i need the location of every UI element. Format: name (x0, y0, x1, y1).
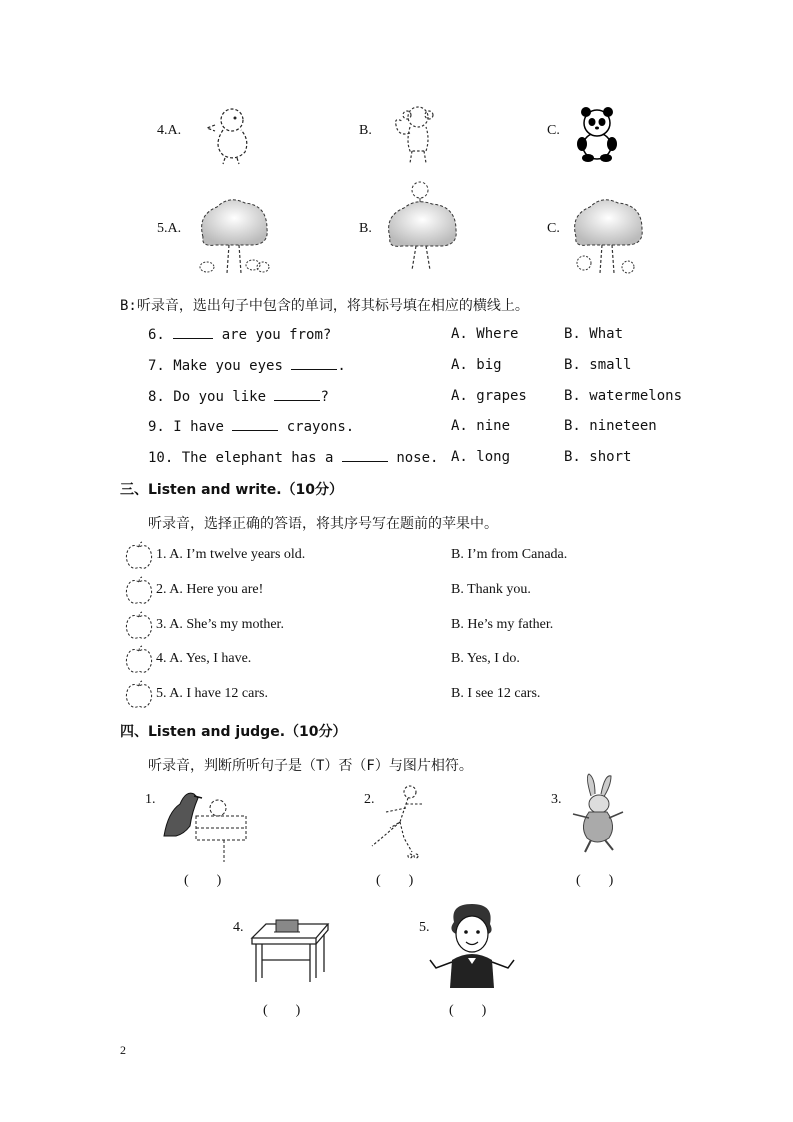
q10-number: 10. (148, 450, 174, 466)
q7-row (148, 357, 346, 374)
q6-answer-blank[interactable] (173, 326, 213, 339)
q7-before: Make you eyes (173, 358, 283, 374)
roller-skater-icon (366, 782, 438, 860)
q4-number: 4.A. (157, 123, 182, 138)
section-3-heading: 三、Listen and write.（10分） (120, 482, 344, 498)
q9-before: I have (173, 419, 224, 435)
q7-answer-blank[interactable] (291, 357, 337, 370)
q10-option-b: B. short (564, 449, 632, 465)
page-number: 2 (120, 1043, 126, 1057)
judge-4-label: 4. (233, 920, 244, 935)
q10-option-a: A. long (451, 449, 511, 465)
chick-icon (205, 100, 255, 165)
q7-option-a: A. big (451, 357, 502, 373)
q10-row (148, 449, 438, 466)
q4-option-c: C. (547, 123, 560, 138)
monkey-icon (388, 103, 436, 165)
q8-row (148, 388, 329, 405)
rabbit-icon (567, 772, 629, 856)
s3-q5-option-b: B. I see 12 cars. (451, 686, 541, 701)
s3-q2-option-a: 2. A. Here you are! (156, 582, 264, 597)
tree-with-ducks-icon (195, 195, 273, 280)
q6-after: are you from? (221, 327, 332, 343)
apple-outline-icon[interactable] (124, 611, 154, 641)
q6-option-b: B. What (564, 326, 624, 342)
q4-option-b: B. (359, 123, 372, 138)
s3-q2-option-b: B. Thank you. (451, 582, 531, 597)
s3-q3-option-b: B. He’s my father. (451, 617, 554, 632)
q7-option-b: B. small (564, 357, 632, 373)
panda-icon (575, 106, 620, 162)
q9-row (148, 418, 354, 435)
q7-number: 7. (148, 358, 165, 374)
q9-after: crayons. (286, 419, 355, 435)
judge-1-label: 1. (145, 792, 156, 807)
section-4-instruction: 听录音，判断所听句子是（T）否（F）与图片相符。 (148, 758, 473, 774)
judge-1-answer[interactable]: ( ) (184, 873, 222, 888)
s3-q4-option-a: 4. A. Yes, I have. (156, 651, 252, 666)
judge-4-answer[interactable]: ( ) (263, 1003, 301, 1018)
judge-5-answer[interactable]: ( ) (449, 1003, 487, 1018)
q8-after: ? (320, 389, 329, 405)
q10-before: The elephant has a (181, 450, 334, 466)
s3-q4-option-b: B. Yes, I do. (451, 651, 520, 666)
section-3-instruction: 听录音，选择正确的答语，将其序号写在题前的苹果中。 (148, 516, 498, 532)
judge-2-answer[interactable]: ( ) (376, 873, 414, 888)
apple-outline-icon[interactable] (124, 576, 154, 606)
judge-3-label: 3. (551, 792, 562, 807)
bird-on-piano-icon (158, 782, 250, 864)
s3-q1-option-b: B. I’m from Canada. (451, 547, 568, 562)
judge-3-answer[interactable]: ( ) (576, 873, 614, 888)
section-4-heading: 四、Listen and judge.（10分） (120, 724, 347, 740)
q8-option-a: A. grapes (451, 388, 527, 404)
judge-5-label: 5. (419, 920, 430, 935)
apple-outline-icon[interactable] (124, 645, 154, 675)
q9-option-a: A. nine (451, 418, 511, 434)
s3-q3-option-a: 3. A. She’s my mother. (156, 617, 284, 632)
q5-number: 5.A. (157, 221, 182, 236)
q10-answer-blank[interactable] (342, 449, 388, 462)
q8-answer-blank[interactable] (274, 388, 320, 401)
tree-with-balls-icon (568, 195, 648, 277)
q8-number: 8. (148, 389, 165, 405)
s3-q1-option-a: 1. A. I’m twelve years old. (156, 547, 306, 562)
part-b-instruction: B:听录音，选出句子中包含的单词，将其标号填在相应的横线上。 (120, 298, 529, 314)
q6-option-a: A. Where (451, 326, 519, 342)
s3-q5-option-a: 5. A. I have 12 cars. (156, 686, 268, 701)
q6-row (148, 326, 331, 343)
q10-after: nose. (396, 450, 439, 466)
q5-option-b: B. (359, 221, 372, 236)
boy-shrugging-icon (428, 902, 516, 990)
q7-after: . (337, 358, 346, 374)
q8-before: Do you like (173, 389, 267, 405)
desk-with-box-icon (248, 916, 330, 988)
q6-number: 6. (148, 327, 165, 343)
q9-number: 9. (148, 419, 165, 435)
apple-outline-icon[interactable] (124, 680, 154, 710)
apple-outline-icon[interactable] (124, 541, 154, 571)
tree-with-balloon-icon (382, 180, 462, 275)
q9-answer-blank[interactable] (232, 418, 278, 431)
judge-2-label: 2. (364, 792, 375, 807)
q5-option-c: C. (547, 221, 560, 236)
q8-option-b: B. watermelons (564, 388, 683, 404)
q9-option-b: B. nineteen (564, 418, 657, 434)
